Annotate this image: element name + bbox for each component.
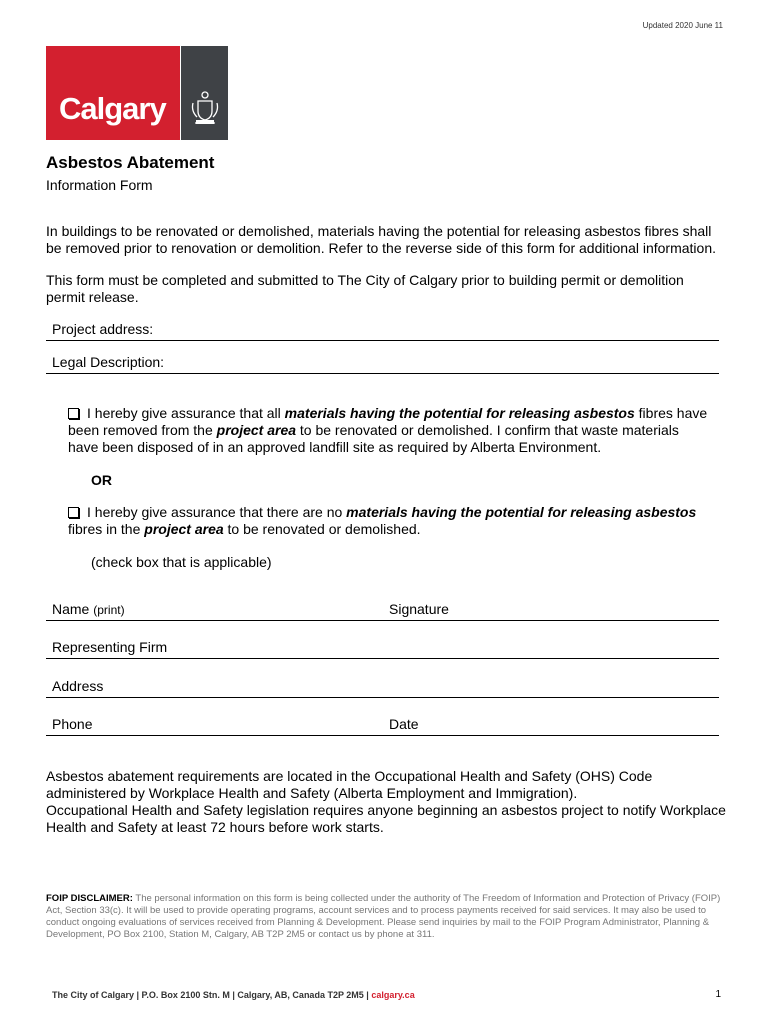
representing-firm-label: Representing Firm bbox=[52, 639, 168, 655]
legal-description-label: Legal Description: bbox=[52, 354, 165, 370]
project-address-label: Project address: bbox=[52, 321, 154, 337]
address-label: Address bbox=[52, 678, 104, 694]
option-1: I hereby give assurance that all materials having the potential for releasing asbestos fibres have been removed from the project area to be renovated or demolished. I confirm that waste materials have been disposed of in an approved landfill site as required by Alberta Environment. bbox=[68, 405, 708, 455]
phone-label: Phone bbox=[52, 716, 93, 732]
option-2: I hereby give assurance that there are no materials having the potential for releasing asbestos fibres in the project area to be renovated or demolished. bbox=[68, 504, 697, 537]
logo-wordmark: Calgary bbox=[59, 91, 166, 126]
signature-label: Signature bbox=[389, 601, 449, 617]
project-address-field[interactable] bbox=[46, 318, 719, 341]
option-1-checkbox[interactable] bbox=[68, 408, 79, 419]
form-subtitle: Information Form bbox=[46, 177, 153, 193]
option-2-checkbox[interactable] bbox=[68, 507, 79, 518]
foip-disclaimer: FOIP DISCLAIMER: The personal information on this form is being collected under the authority of The Freedom of Information and Protection of Privacy (FOIP) Act, Section 33(c). It will be used to provide operating programs, account services and to process payments received for said services. It may also be used to conduct ongoing evaluations of services received from Planning & Development. Please send inquiries by mail to the FOIP Program Administrator, Planning & Development, PO Box 2100, Station M, Calgary, AB T2P 2M5 or contact us by phone at 311. bbox=[46, 893, 721, 940]
address-field[interactable] bbox=[46, 675, 719, 698]
or-separator: OR bbox=[91, 472, 112, 488]
updated-date: Updated 2020 June 11 bbox=[642, 21, 723, 30]
calgary-logo bbox=[46, 46, 180, 140]
ohs-paragraph: Asbestos abatement requirements are located in the Occupational Health and Safety (OHS) Code administered by Workplace Health and Safety (Alberta Employment and Immigration). Occupational Health and Safety legislation requires anyone beginning an asbestos project to notify Workplace Health and Safety at least 72 hours before work starts. bbox=[46, 768, 726, 835]
footer-website-link[interactable]: calgary.ca bbox=[371, 990, 415, 1000]
form-title: Asbestos Abatement bbox=[46, 153, 215, 172]
footer: The City of Calgary | P.O. Box 2100 Stn. M | Calgary, AB, Canada T2P 2M5 | calgary.ca bbox=[52, 990, 415, 1000]
coat-of-arms-icon bbox=[190, 90, 220, 128]
crest-panel bbox=[181, 46, 228, 140]
check-note: (check box that is applicable) bbox=[91, 554, 272, 570]
phone-date-row[interactable] bbox=[46, 713, 719, 736]
representing-firm-field[interactable] bbox=[46, 636, 719, 659]
page-number: 1 bbox=[715, 989, 721, 1000]
intro-paragraph-1: In buildings to be renovated or demolished, materials having the potential for releasing asbestos fibres shall be removed prior to renovation or demolition. Refer to the reverse side of this form for additional information. bbox=[46, 223, 716, 256]
name-signature-row[interactable] bbox=[46, 598, 719, 621]
legal-description-field[interactable] bbox=[46, 351, 719, 374]
intro-paragraph-2: This form must be completed and submitted to The City of Calgary prior to building permit or demolition permit release. bbox=[46, 272, 684, 305]
date-label: Date bbox=[389, 716, 419, 732]
name-label: Name (print) bbox=[52, 601, 125, 617]
